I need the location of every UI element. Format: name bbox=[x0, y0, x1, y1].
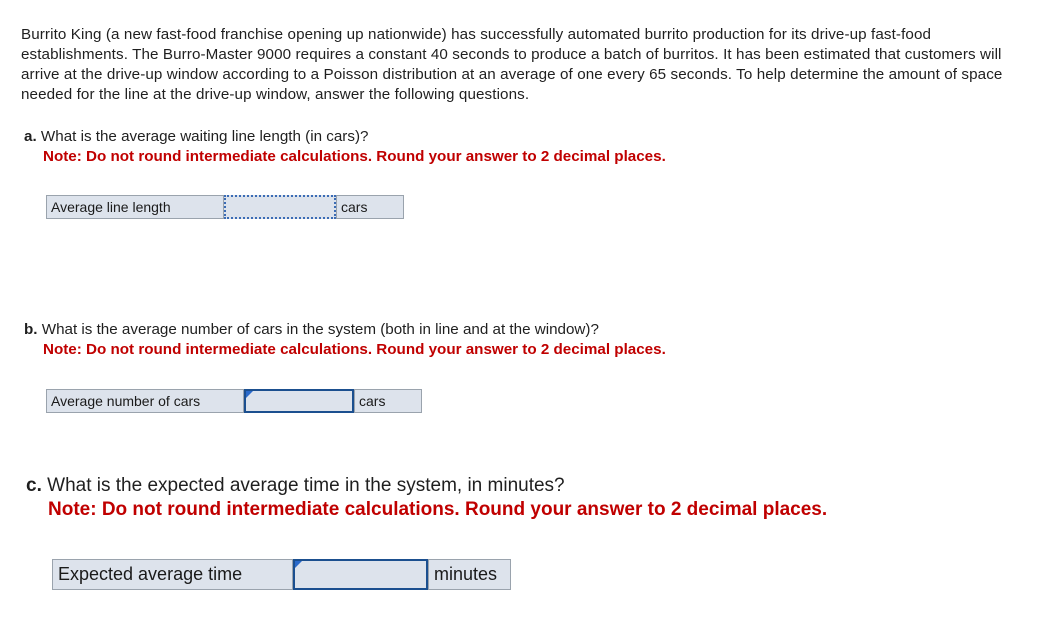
answer-row-c bbox=[52, 559, 511, 590]
question-b-letter: b. bbox=[24, 321, 38, 338]
expected-average-time-input[interactable] bbox=[293, 559, 428, 590]
answer-row-b bbox=[46, 389, 422, 413]
question-a-note: Note: Do not round intermediate calculations. Round your answer to 2 decimal places. bbox=[43, 148, 666, 165]
average-line-length-input[interactable] bbox=[224, 195, 336, 219]
question-a-letter: a. bbox=[24, 128, 37, 145]
input-corner-marker-icon bbox=[295, 561, 302, 568]
average-number-of-cars-input[interactable] bbox=[244, 389, 354, 413]
input-corner-marker-icon bbox=[246, 391, 253, 398]
question-a bbox=[24, 127, 368, 147]
answer-b-unit: cars bbox=[354, 389, 422, 413]
question-c bbox=[26, 476, 565, 496]
answer-b-label: Average number of cars bbox=[46, 389, 244, 413]
answer-row-a bbox=[46, 195, 404, 219]
answer-a-unit: cars bbox=[336, 195, 404, 219]
answer-c-unit: minutes bbox=[428, 559, 511, 590]
question-c-letter: c. bbox=[26, 475, 42, 496]
question-b-text: What is the average number of cars in the system (both in line and at the window)? bbox=[41, 321, 599, 338]
question-b bbox=[24, 320, 599, 340]
question-c-text: What is the expected average time in the system, in minutes? bbox=[47, 475, 565, 496]
question-c-note: Note: Do not round intermediate calculations. Round your answer to 2 decimal places. bbox=[48, 499, 828, 520]
answer-a-label: Average line length bbox=[46, 195, 224, 219]
question-a-text: What is the average waiting line length (in cars)? bbox=[40, 128, 369, 145]
question-b-note: Note: Do not round intermediate calculations. Round your answer to 2 decimal places. bbox=[43, 341, 666, 358]
answer-c-label: Expected average time bbox=[52, 559, 293, 590]
problem-intro: Burrito King (a new fast-food franchise opening up nationwide) has successfully automated burrito production for its drive-up fast-food establishments. The Burro-Master 9000 requires a constant 40 seconds to produce a batch of burritos. It has been estimated that customers will arrive at the drive-up window according to a Poisson distribution at an average of one every 65 seconds. To help determine the amount of space needed for the line at the drive-up window, answer the following questions. bbox=[21, 26, 1003, 103]
